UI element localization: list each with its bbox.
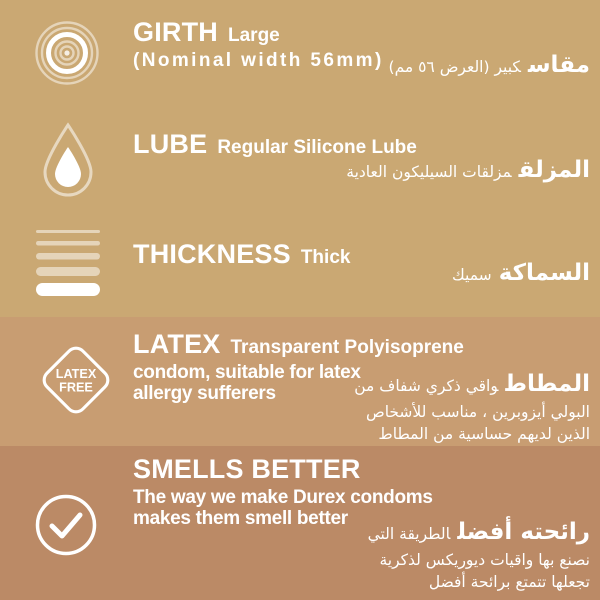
latex-free-badge-icon (37, 341, 115, 419)
thickness-lines-icon (36, 229, 100, 297)
girth-title: GIRTH (133, 17, 218, 47)
thickness-ar-title: السماكة (498, 260, 590, 286)
lube-subtitle: Regular Silicone Lube (217, 137, 417, 158)
latex-ar-detail: واقي ذكري شفاف من (354, 377, 499, 395)
girth-ar-detail: كبير (العرض ٥٦ مم) (388, 58, 521, 76)
latex-ar-title-line (354, 369, 590, 401)
latex-ar-line-1: البولي أيزوبرين ، مناسب للأشخاص (365, 403, 590, 421)
thickness-title-line (133, 241, 350, 272)
latex-detail-line-1: condom, suitable for latex (133, 362, 361, 383)
latex-detail-line-2: allergy sufferers (133, 383, 276, 404)
lube-ar-detail: مزلقات السيليكون العادية (346, 163, 512, 181)
smells-ar-line-1: نصنع بها واقيات ديوريكس لذكرية (379, 551, 590, 569)
girth-subtitle: Large (228, 25, 280, 46)
latex-text-ar (354, 369, 590, 445)
thickness-subtitle: Thick (300, 247, 351, 268)
lube-text-ar (346, 155, 590, 187)
smells-ar-line-2: تجعلها تتمتع برائحة أفضل (428, 573, 590, 591)
smells-ar-title: رائحته أفضل (457, 519, 590, 545)
lube-title: LUBE (133, 129, 208, 159)
smells-title: SMELLS BETTER (133, 454, 361, 484)
girth-text-ar (389, 50, 590, 82)
latex-free-badge-text-1: LATEX (55, 367, 97, 382)
latex-ar-line-2: الذين لديهم حساسية من المطاط (378, 425, 590, 443)
girth-text-en (133, 19, 384, 71)
smells-detail-line-2: makes them smell better (133, 508, 348, 529)
smells-ar-title-line (368, 517, 590, 549)
concentric-circles-icon (34, 20, 100, 86)
latex-title-line (133, 331, 464, 362)
lube-ar-title: المزلق (518, 157, 590, 183)
thickness-ar-detail: سميك (451, 266, 492, 284)
latex-subtitle: Transparent Polyisoprene (230, 337, 464, 358)
thickness-text-ar (452, 258, 590, 290)
smells-detail-line-1: The way we make Durex condoms (133, 487, 433, 508)
smells-ar-detail: الطريقة التي (367, 525, 451, 543)
thickness-title: THICKNESS (133, 239, 291, 269)
latex-ar-title: المطاط (505, 371, 590, 397)
thickness-text-en (133, 241, 350, 272)
girth-ar-title: مقاس (527, 52, 590, 78)
girth-title-line (133, 19, 384, 50)
check-circle-icon (35, 494, 97, 556)
smells-text-ar (368, 517, 590, 593)
latex-free-badge-text-2: FREE (59, 380, 93, 395)
smells-title-line (133, 456, 433, 487)
latex-title: LATEX (133, 329, 221, 359)
girth-detail: (Nominal width 56mm) (133, 50, 384, 71)
droplet-icon (41, 121, 95, 197)
